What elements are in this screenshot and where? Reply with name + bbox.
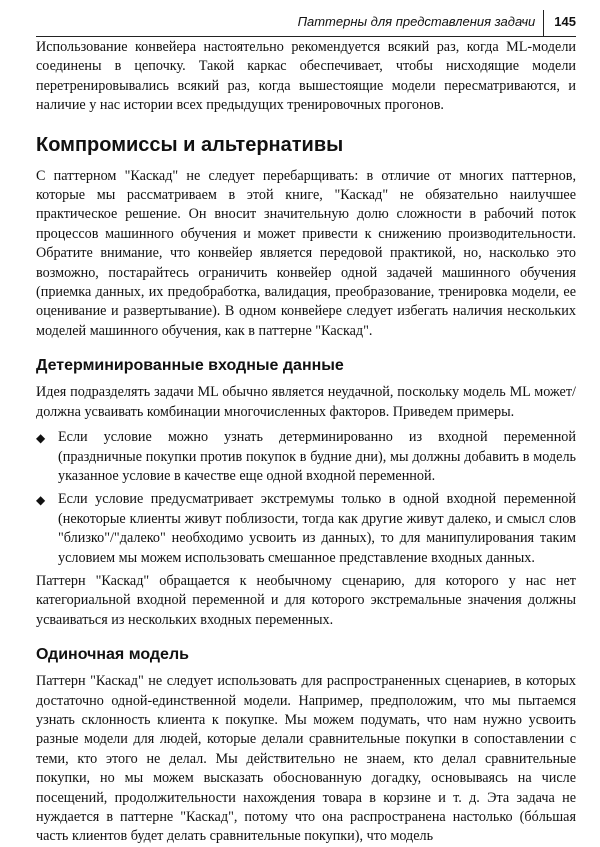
page-body <box>36 38 576 847</box>
bullet-list <box>36 428 576 568</box>
subsection-heading-deterministic: Детерминированные входные данные <box>36 357 344 375</box>
intro-paragraph: Использование конвейера настоятельно рекомендуется всякий раз, когда ML-модели соединены в цепочку. Такой каркас обеспечивает, чтобы нисходящие модели перетренировывались всякий раз, когда вышестоящие модели пересматриваются, и наличие у нас истории всех предыдущих тренировочных прогонов. <box>36 39 576 114</box>
subsection-paragraph-deterministic: Идея подразделять задачи ML обычно является неудачной, поскольку модель ML может/должна усваивать комбинации многочисленных факторов. Приведем примеры. <box>36 384 576 420</box>
subsection-heading-single-model: Одиночная модель <box>36 646 189 664</box>
diamond-bullet-icon: ◆ <box>36 493 46 508</box>
section-paragraph: С паттерном "Каскад" не следует перебарщивать: в отличие от многих паттернов, которые мы рассматриваем в этой книге, "Каскад" не обязательно наилучшее практическое решение. Он вносит значительную долю сложности в рабочий поток процессов машинного обучения и может привести к снижению производительности. Обратите внимание, что конвейер является передовой практикой, но, насколько это возможно, постарайтесь ограничить конвейер одной задачей машинного обучения (приемка данных, их предобработка, валидация, преобразование, тренировка модели, ее оценивание и развертывание). В одном конвейере следует избегать наличия нескольких моделей машинного обучения, как в паттерне "Каскад". <box>36 167 576 339</box>
list-item <box>36 490 576 568</box>
running-header <box>36 10 576 37</box>
bullet-text: Если условие предусматривает экстремумы только в одной входной переменной (некоторые клиенты живут поблизости, тогда как другие живут далеко, и смысл слов "близко"/"далеко" необходимо усвоить из данных), то для манипулирования таким условием мы можем использовать смешанное представление входных данных. <box>58 491 576 566</box>
bullet-text: Если условие можно узнать детерминированно из входной переменной (праздничные покупки против покупок в будние дни), мы должны добавить в модель указанное условие в качестве еще одной входной переменной. <box>58 429 576 484</box>
running-title: Паттерны для представления задачи <box>297 14 536 29</box>
page-number: 145 <box>554 14 576 29</box>
diamond-bullet-icon: ◆ <box>36 431 46 446</box>
section-heading: Компромиссы и альтернативы <box>36 133 344 156</box>
subsection-closing-paragraph: Паттерн "Каскад" обращается к необычному сценарию, для которого у нас нет категориальной входной переменной и для которого экстремальные значения должны усваиваться из нескольких входных переменных. <box>36 572 576 628</box>
list-item <box>36 428 576 486</box>
subsection-paragraph-single-model: Паттерн "Каскад" не следует использовать для распространенных сценариев, в которых достаточно одной-единственной модели. Например, предположим, что мы пытаемся узнать склонность клиента к покупке. Мы можем подумать, что нам нужно усвоить разные модели для людей, которые делали сравнительные покупки в сопоставлении с теми, кто этого не делал. Мы действительно не знаем, кто делал сравнительные покупки, но мы можем высказать обоснованную догадку, основываясь на числе посещений, продолжительности нахождения товара в корзине и т. д. Эта задача не нуждается в паттерне "Каскад", потому что она распространена настолько (бóльшая часть клиентов будет делать сравнительные покупки), что модель <box>36 673 576 845</box>
